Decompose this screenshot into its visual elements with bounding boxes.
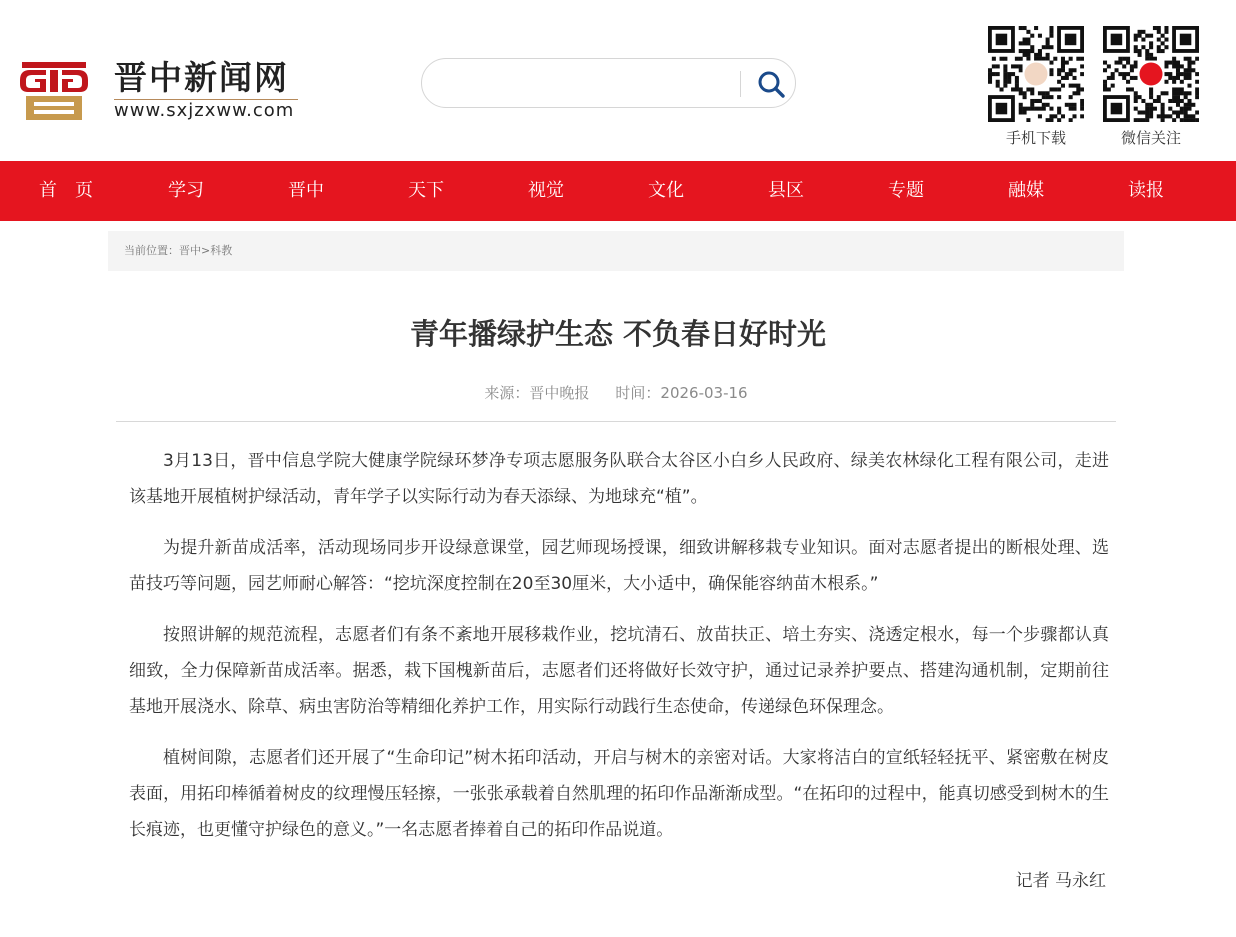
nav-item-jinzhong[interactable]: 晋中 <box>288 180 324 201</box>
breadcrumb <box>108 231 1124 271</box>
qr-code-icon <box>988 26 1084 122</box>
site-url: www.sxjzxww.com <box>114 100 295 121</box>
wechat-follow-qr[interactable] <box>1103 26 1199 148</box>
site-logo[interactable] <box>16 56 296 126</box>
qr-code-icon <box>1103 26 1199 122</box>
breadcrumb-link-science[interactable]: 科教 <box>210 244 233 257</box>
article-paragraph: 植树间隙，志愿者们还开展了“生命印记”树木拓印活动，开启与树木的亲密对话。大家将洁白的宣纸轻轻抚平、紧密敷在树皮表面，用拓印棒循着树皮的纹理慢压轻擦，一张张承载着自然肌理的拓印作品渐渐成型。“在拓印的过程中，能真切感受到树木的生长痕迹，也更懂守护绿色的意义。”一名志愿者捧着自己的拓印作品说道。 <box>129 748 1109 840</box>
title-divider <box>116 421 1116 422</box>
app-download-label: 手机下载 <box>1005 129 1066 147</box>
article-title: 青年播绿护生态 不负春日好时光 <box>409 317 827 351</box>
site-header <box>0 0 1236 160</box>
nav-item-media[interactable]: 融媒 <box>1008 180 1044 201</box>
nav-item-home[interactable]: 首 页 <box>39 180 93 201</box>
app-download-qr[interactable] <box>988 26 1084 148</box>
breadcrumb-separator: > <box>201 244 211 257</box>
time-label: 时间： <box>615 384 661 402</box>
search-input[interactable] <box>440 69 730 99</box>
article-paragraph: 为提升新苗成活率，活动现场同步开设绿意课堂，园艺师现场授课，细致讲解移栽专业知识。面对志愿者提出的断根处理、选苗技巧等问题，园艺师耐心解答：“挖坑深度控制在20至30厘米，大小适中，确保能容纳苗木根系。” <box>129 538 1109 594</box>
search-box <box>421 58 796 108</box>
breadcrumb-text <box>124 243 232 259</box>
nav-item-culture[interactable]: 文化 <box>648 180 684 201</box>
site-name: 晋中新闻网 <box>114 58 289 97</box>
article-paragraph: 按照讲解的规范流程，志愿者们有条不紊地开展移栽作业，挖坑清石、放苗扶正、培土夯实、浇透定根水，每一个步骤都认真细致，全力保障新苗成活率。据悉，栽下国槐新苗后，志愿者们还将做好长效守护，通过记录养护要点、搭建沟通机制，定期前往基地开展浇水、除草、病虫害防治等精细化养护工作，用实际行动践行生态使命，传递绿色环保理念。 <box>129 625 1109 717</box>
breadcrumb-link-jinzhong[interactable]: 晋中 <box>179 244 201 257</box>
article-body <box>129 443 1109 863</box>
source-label: 来源： <box>484 384 530 402</box>
jin-character-logo-icon <box>16 58 92 122</box>
article-source: 晋中晚报 <box>529 384 590 402</box>
search-icon[interactable] <box>756 69 786 99</box>
search-divider <box>740 71 741 97</box>
nav-item-world[interactable]: 天下 <box>408 180 444 201</box>
article-paragraph: 3月13日，晋中信息学院大健康学院绿环梦净专项志愿服务队联合太谷区小白乡人民政府、绿美农林绿化工程有限公司，走进该基地开展植树护绿活动，青年学子以实际行动为春天添绿、为地球充“植”。 <box>129 451 1109 507</box>
nav-item-counties[interactable]: 县区 <box>768 180 804 201</box>
article-byline: 记者 马永红 <box>1015 871 1106 891</box>
nav-item-topics[interactable]: 专题 <box>888 180 924 201</box>
wechat-follow-label: 微信关注 <box>1120 129 1181 147</box>
article-time: 2026-03-16 <box>660 384 748 402</box>
nav-item-newspaper[interactable]: 读报 <box>1128 180 1164 201</box>
nav-item-visual[interactable]: 视觉 <box>528 180 564 201</box>
main-nav <box>0 161 1236 221</box>
nav-item-study[interactable]: 学习 <box>168 180 204 201</box>
breadcrumb-prefix: 当前位置： <box>124 244 179 257</box>
article-meta <box>0 382 1232 404</box>
